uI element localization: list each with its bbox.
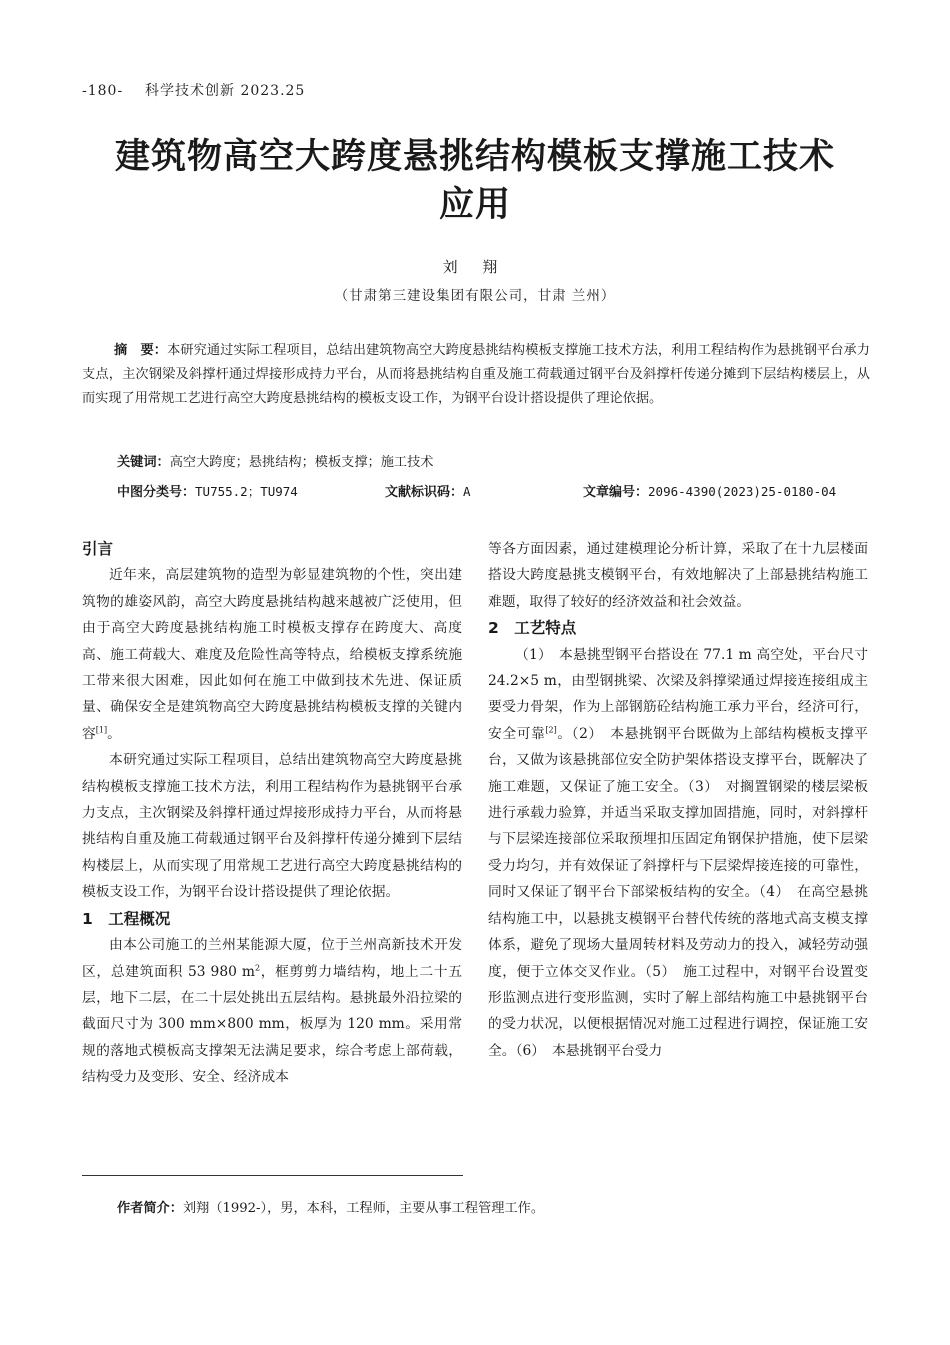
article-label: 文章编号： (583, 485, 649, 500)
title-line-2: 应用 (438, 185, 511, 225)
clc-value: TU755.2；TU974 (195, 484, 298, 499)
ref-2: [2] (545, 725, 557, 735)
section-1-paragraph: 由本公司施工的兰州某能源大厦，位于兰州高新技术开发区，总建筑面积 53 980 $m^2$，框剪剪力墙结构，地上二十五层，地下二层，在二十层处挑出五层结构。悬挑最外沿拉梁的截面尺寸为 300 mm×800 mm，板厚为 120 mm。采用常规的落地式模板高支撑架无法满足要求，综合考虑上部荷载，结构受力及变形、安全、经济成本 (82, 937, 463, 1086)
page-number: -180- (82, 83, 124, 99)
section-1-heading: 1 工程概况 (82, 909, 171, 928)
author-bio (117, 1197, 544, 1216)
keywords (117, 451, 434, 470)
intro-paragraph-2: 本研究通过实际工程项目，总结出建筑物高空大跨度悬挑结构模板支撑施工技术方法，利用工程结构作为悬挑钢平台承力支点，主次钢梁及斜撑杆通过焊接形成持力平台，从而将悬挑结构自重及施工荷载通过钢平台及斜撑杆传递分摊到下层结构楼层上，从而实现了用常规工艺进行高空大跨度悬挑结构的模板支设工作，为钢平台设计搭设提供了理论依据。 (82, 752, 462, 901)
right-column (488, 536, 868, 1064)
intro-heading: 引言 (82, 540, 114, 558)
left-column (82, 536, 462, 1091)
journal-name: 科学技术创新 2023.25 (145, 83, 306, 99)
author-name: 刘 翔 (442, 258, 508, 276)
article-number (583, 481, 836, 500)
clc-number (117, 481, 298, 500)
doc-value: A (463, 484, 471, 499)
keywords-text: 高空大跨度；悬挑结构；模板支撑；施工技术 (169, 455, 434, 470)
document-code (385, 481, 471, 500)
continued-paragraph: 等各方面因素，通过建模理论分析计算，采取了在十九层楼面搭设大跨度悬挑支模钢平台，有效地解决了上部悬挑结构施工难题，取得了较好的经济效益和社会效益。 (488, 541, 868, 610)
doc-label: 文献标识码： (385, 485, 464, 500)
intro-paragraph-1: 近年来，高层建筑物的造型为彰显建筑物的个性，突出建筑物的雄姿风韵，高空大跨度悬挑结构越来越被广泛使用，但由于高空大跨度悬挑结构施工时模板支撑存在跨度大、高度高、施工荷载大、难度及危险性高等特点，给模板支撑系统施工带来很大困难，因此如何在施工中做到技术先进、保证质量、确保安全是建筑物高空大跨度悬挑结构模板支撑的关键内容[1]。 (82, 567, 462, 742)
title-line-1: 建筑物高空大跨度悬挑结构模板支撑施工技术 (114, 137, 835, 177)
author-affiliation: （甘肃第三建设集团有限公司，甘肃 兰州） (334, 288, 616, 304)
section-2-heading: 2 工艺特点 (488, 619, 577, 638)
paper-title (60, 133, 890, 229)
abstract-text: 本研究通过实际工程项目，总结出建筑物高空大跨度悬挑结构模板支撑施工技术方法，利用工程结构作为悬挑钢平台承力支点，主次钢梁及斜撑杆通过焊接形成持力平台，从而将悬挑结构自重及施工荷载通过钢平台及斜撑杆传递分摊到下层结构楼层上，从而实现了用常规工艺进行高空大跨度悬挑结构的模板支设工作，为钢平台设计搭设提供了理论依据。 (82, 343, 870, 406)
bio-label: 作者简介： (117, 1201, 183, 1216)
abstract-label: 摘 要： (114, 343, 168, 358)
bio-text: 刘翔（1992-），男，本科，工程师，主要从事工程管理工作。 (182, 1201, 545, 1216)
footnote-divider (82, 1175, 463, 1176)
running-header (82, 80, 305, 100)
abstract (82, 339, 870, 411)
section-2-paragraph: （1） 本悬挑型钢平台搭设在 77.1 m 高空处，平台尺寸 24.2×5 m，由型钢挑梁、次梁及斜撑梁通过焊接连接组成主要受力骨架，作为上部钢筋砼结构施工承力平台，经济可行，安全可靠[2]。（2） 本悬挑钢平台既做为上部结构模板支撑平台，又做为该悬挑部位安全防护架体搭设支撑平台，既解决了施工难题，又保证了施工安全。（3） 对搁置钢梁的楼层梁板进行承载力验算，并适当采取支撑加固措施，同时，对斜撑杆与下层梁连接部位采取预埋扣压固定角钢保护措施，使下层梁受力均匀，并有效保证了斜撑杆与下层梁焊接连接的可靠性，同时又保证了钢平台下部梁板结构的安全。（4） 在高空悬挑结构施工中，以悬挑支模钢平台替代传统的落地式高支模支撑体系，避免了现场大量周转材料及劳动力的投入，减轻劳动强度，便于立体交叉作业。（5） 施工过程中，对钢平台设置变形监测点进行变形监测，实时了解上部结构施工中悬挑钢平台的受力状况，以便根据情况对施工过程进行调控，保证施工安全。（6） 本悬挑钢平台受力 (488, 646, 868, 1059)
article-value: 2096-4390(2023)25-0180-04 (648, 484, 837, 499)
keywords-label: 关键词： (117, 455, 170, 470)
superscript-2: 2 (254, 962, 261, 972)
ref-1: [1] (95, 725, 108, 735)
clc-label: 中图分类号： (117, 485, 196, 500)
